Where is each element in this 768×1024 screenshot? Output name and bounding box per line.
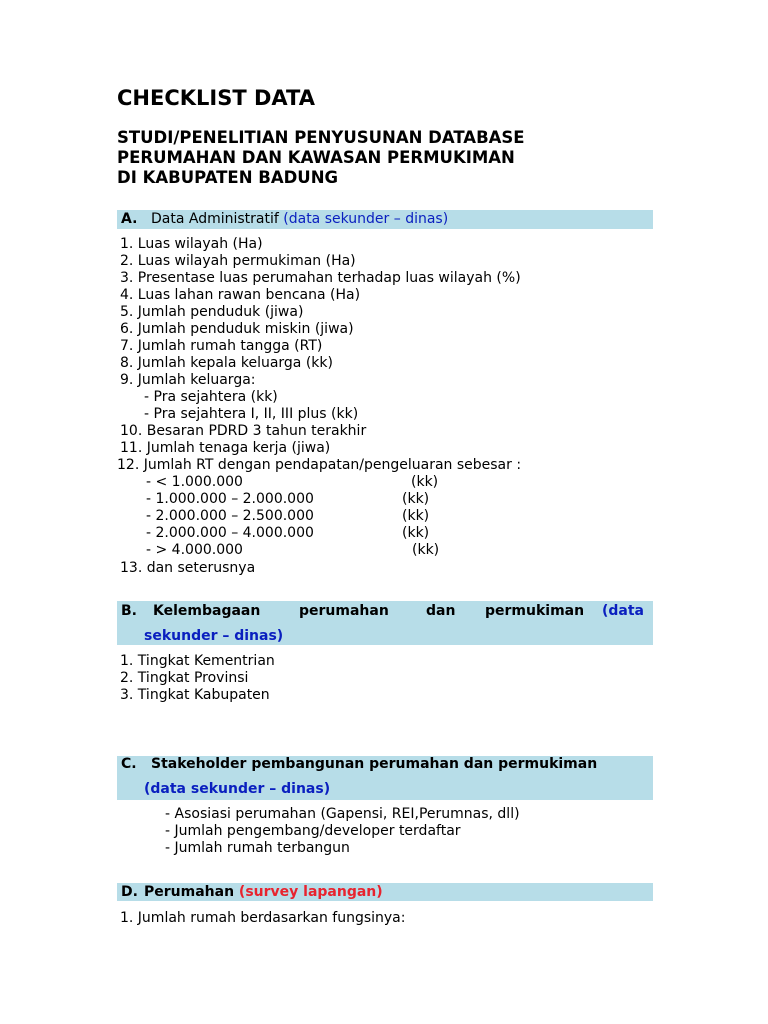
subtitle-line: DI KABUPATEN BADUNG bbox=[117, 168, 339, 187]
income-range-row bbox=[120, 525, 521, 542]
income-range-label: - > 4.000.000 bbox=[146, 542, 243, 558]
income-range-row bbox=[120, 491, 521, 508]
list-item: 12. Jumlah RT dengan pendapatan/pengeluaran sebesar : bbox=[117, 457, 522, 473]
section-a-list bbox=[117, 236, 522, 577]
list-item: 8. Jumlah kepala keluarga (kk) bbox=[120, 355, 333, 371]
section-a-title bbox=[151, 210, 448, 229]
section-d-list bbox=[120, 910, 405, 927]
list-item: 10. Besaran PDRD 3 tahun terakhir bbox=[120, 423, 367, 439]
section-d-source: (survey lapangan) bbox=[238, 884, 383, 900]
list-item: - Jumlah rumah terbangun bbox=[165, 840, 350, 856]
list-item: 3. Tingkat Kabupaten bbox=[120, 687, 270, 703]
list-item: 3. Presentase luas perumahan terhadap luas wilayah (%) bbox=[120, 270, 521, 286]
section-a-letter: A. bbox=[121, 211, 138, 227]
income-range-unit: (kk) bbox=[412, 542, 440, 558]
income-range-unit: (kk) bbox=[402, 491, 430, 507]
section-b-letter: B. bbox=[121, 603, 137, 619]
subtitle-line: STUDI/PENELITIAN PENYUSUNAN DATABASE bbox=[117, 128, 525, 147]
list-item: 6. Jumlah penduduk miskin (jiwa) bbox=[120, 321, 354, 337]
section-b-word: dan bbox=[426, 603, 456, 619]
income-range-label: - < 1.000.000 bbox=[146, 474, 243, 490]
section-a-source: (data sekunder – dinas) bbox=[283, 211, 449, 227]
income-range-row bbox=[120, 542, 521, 559]
section-c-title: Stakeholder pembangunan perumahan dan permukiman bbox=[151, 756, 598, 772]
section-c-letter: C. bbox=[121, 756, 137, 772]
section-b-list bbox=[120, 653, 275, 704]
income-range-label: - 2.000.000 – 4.000.000 bbox=[146, 525, 314, 541]
list-item: - Jumlah pengembang/developer terdaftar bbox=[165, 823, 461, 839]
income-range-unit: (kk) bbox=[402, 525, 430, 541]
section-b-word: permukiman bbox=[485, 603, 585, 619]
document-subtitle bbox=[117, 128, 525, 188]
subtitle-line: PERUMAHAN DAN KAWASAN PERMUKIMAN bbox=[117, 148, 515, 167]
list-item: 13. dan seterusnya bbox=[120, 560, 256, 576]
income-range-row bbox=[120, 508, 521, 525]
income-range-row bbox=[120, 474, 521, 491]
document-title: CHECKLIST DATA bbox=[117, 86, 315, 110]
list-item: 1. Tingkat Kementrian bbox=[120, 653, 275, 669]
section-c-heading bbox=[117, 756, 653, 800]
section-b-heading bbox=[117, 601, 653, 645]
sub-list-item: - Pra sejahtera (kk) bbox=[144, 389, 278, 405]
list-item: 9. Jumlah keluarga: bbox=[120, 372, 256, 388]
list-item: 1. Jumlah rumah berdasarkan fungsinya: bbox=[120, 910, 406, 926]
section-c-list bbox=[165, 806, 520, 857]
list-item: 11. Jumlah tenaga kerja (jiwa) bbox=[120, 440, 331, 456]
list-item: 4. Luas lahan rawan bencana (Ha) bbox=[120, 287, 361, 303]
income-range-label: - 1.000.000 – 2.000.000 bbox=[146, 491, 314, 507]
income-range-unit: (kk) bbox=[402, 508, 430, 524]
income-range-unit: (kk) bbox=[411, 474, 439, 490]
section-d-title bbox=[144, 883, 383, 901]
section-b-word: Kelembagaan bbox=[153, 603, 261, 619]
list-item: 1. Luas wilayah (Ha) bbox=[120, 236, 263, 252]
section-b-word: perumahan bbox=[299, 603, 389, 619]
section-b-source: (data bbox=[602, 603, 645, 619]
section-c-source: (data sekunder – dinas) bbox=[144, 781, 331, 797]
section-b-source: sekunder – dinas) bbox=[144, 628, 284, 644]
list-item: 2. Tingkat Provinsi bbox=[120, 670, 249, 686]
section-d-title-text: Perumahan bbox=[144, 884, 235, 900]
income-range-label: - 2.000.000 – 2.500.000 bbox=[146, 508, 314, 524]
list-item: 2. Luas wilayah permukiman (Ha) bbox=[120, 253, 356, 269]
section-d-heading bbox=[117, 883, 653, 901]
list-item: 5. Jumlah penduduk (jiwa) bbox=[120, 304, 304, 320]
list-item: - Asosiasi perumahan (Gapensi, REI,Perumnas, dll) bbox=[165, 806, 520, 822]
section-a-title-text: Data Administratif bbox=[151, 211, 279, 227]
section-a-heading bbox=[117, 210, 653, 229]
section-d-letter: D. bbox=[121, 884, 138, 900]
list-item: 7. Jumlah rumah tangga (RT) bbox=[120, 338, 323, 354]
sub-list-item: - Pra sejahtera I, II, III plus (kk) bbox=[144, 406, 359, 422]
